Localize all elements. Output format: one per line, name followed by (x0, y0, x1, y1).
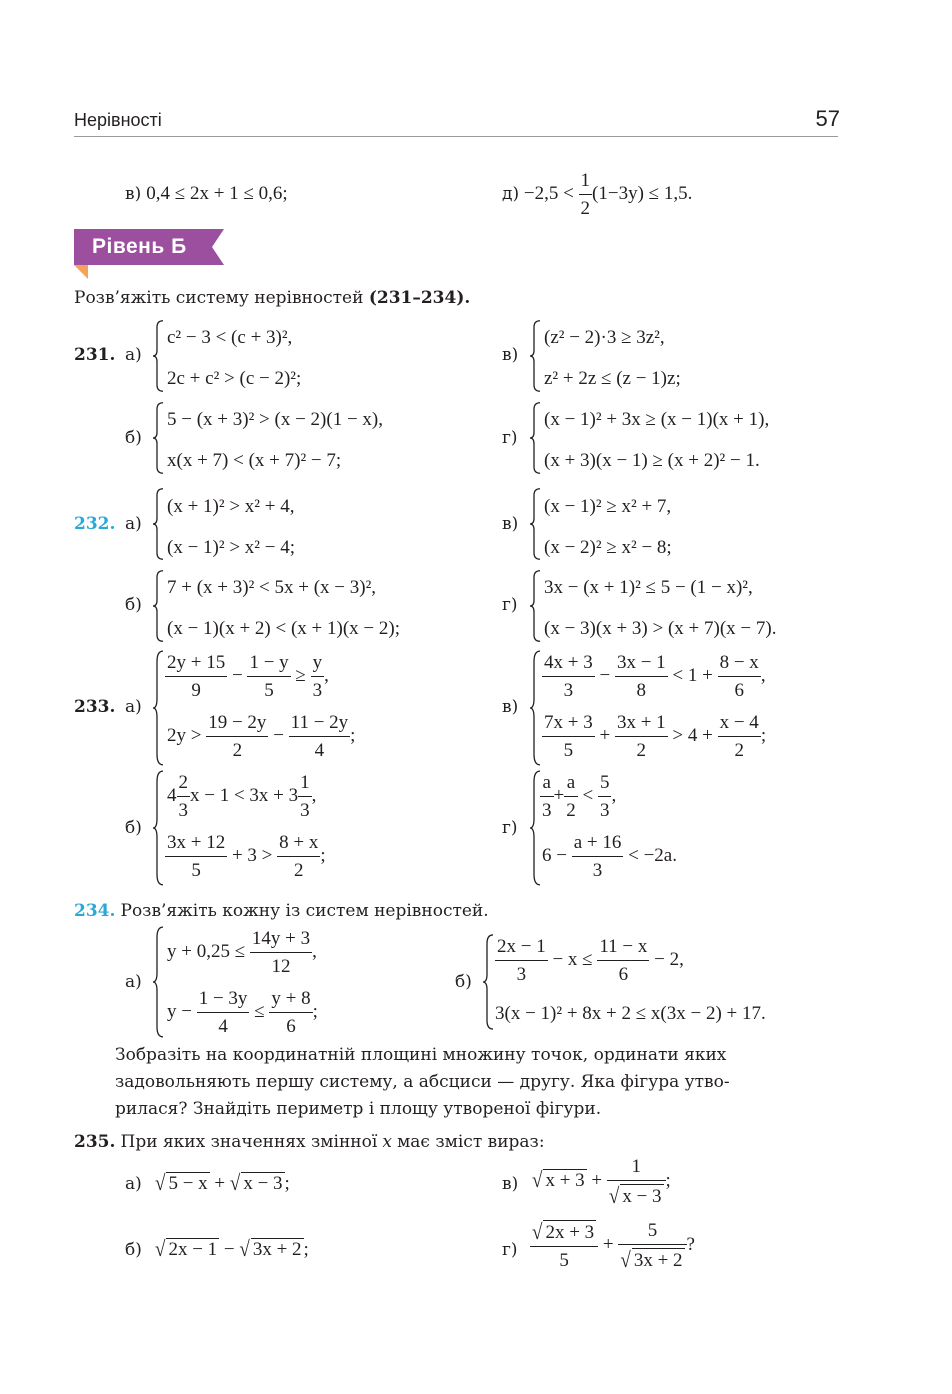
item-label: в) (125, 184, 142, 204)
item-label: а) (125, 1174, 142, 1194)
variable: x (382, 1132, 392, 1152)
system-line: $\frac{4x + 3}{3}$ − $\frac{3x - 1}{8}$ < 1 + $\frac{8 - x}{6}$ , (544, 652, 766, 701)
fraction: $\frac{1 - 3y}{4}$ (198, 988, 248, 1037)
system-line: (x − 2)² ≥ x² − 8; (544, 537, 672, 558)
fraction: $\frac{2}{3}$ (178, 772, 188, 821)
system-line: y + 0,25 ≤ $\frac{14y + 3}{12}$ , (167, 928, 317, 977)
system-line: (x − 1)² ≥ x² + 7, (544, 496, 672, 517)
fraction: $\frac{x - 4}{2}$ (719, 712, 759, 761)
running-header: Нерівності (74, 110, 162, 130)
system-line: 4 $\frac{2}{3}$ x − 1 < 3x + 3 $\frac{1}{3}$ , (167, 772, 317, 821)
item-label: д) (502, 184, 520, 205)
instruction-text: Розв’яжіть систему нерівностей (74, 288, 364, 308)
item-d-top (502, 170, 692, 220)
item-label: г) (502, 595, 518, 615)
radical-expression: √ 2x − 1 − √ 3x + 2 ; (155, 1237, 309, 1262)
item-label: б) (125, 428, 142, 448)
problem-number: 233. (74, 697, 116, 717)
item-label: г) (502, 428, 518, 448)
fraction: $\frac{1 - y}{5}$ (249, 652, 289, 701)
system-line: (x + 3)(x − 1) ≥ (x + 2)² − 1. (544, 450, 760, 471)
system-brace (483, 934, 495, 1030)
fraction: $\frac{11 - x}{6}$ (599, 936, 648, 985)
system-line: c² − 3 < (c + 3)², (167, 327, 293, 348)
instruction-range: (231–234). (368, 288, 471, 308)
fraction: $\frac{5}{3}$ (599, 772, 610, 821)
inequality: 0,4 ≤ 2x + 1 ≤ 0,6; (146, 183, 288, 204)
system-line: 6 − $\frac{a + 16}{3}$ < −2a. (542, 832, 677, 881)
fraction: $\frac{a}{2}$ (566, 772, 576, 821)
system-line: (z² − 2)·3 ≥ 3z², (544, 327, 665, 348)
problem-number: 232. (74, 514, 116, 534)
system-line: y − $\frac{1 - 3y}{4}$ ≤ $\frac{y + 8}{6}$ ; (167, 988, 318, 1037)
system-line: 2y > $\frac{19 - 2y}{2}$ − $\frac{11 - 2y}{4}$ ; (167, 712, 356, 761)
fraction: $\frac{y + 8}{6}$ (271, 988, 311, 1037)
system-brace (153, 570, 165, 642)
fraction: $\frac{a}{3}$ (542, 772, 552, 821)
system-brace (530, 488, 542, 560)
fraction: $\frac{5}{√ 3x + 2}$ (618, 1220, 686, 1272)
expr-part: −2,5 < (523, 183, 574, 205)
problem-235-heading (74, 1132, 545, 1152)
system-brace (153, 488, 165, 560)
fraction: $\frac{a + 16}{3}$ (573, 832, 622, 881)
item-label: в) (502, 697, 519, 717)
fraction: $\frac{y}{3}$ (312, 652, 323, 701)
level-banner (74, 229, 224, 265)
fraction: $\frac{√ 2x + 3}{5}$ (530, 1220, 598, 1272)
system-brace (153, 770, 165, 886)
item-label: а) (125, 514, 142, 534)
item-label: в) (502, 1174, 519, 1194)
system-line: 2c + c² > (c − 2)²; (167, 368, 302, 389)
problem-number: 235. (74, 1132, 116, 1152)
system-line: (x − 3)(x + 3) > (x + 7)(x − 7). (544, 618, 777, 639)
problem-text: При яких значеннях змінної (120, 1132, 378, 1152)
radical-expression: √ x + 3 + $\frac{1}{√ x - 3}$ ; (532, 1156, 671, 1209)
system-line: $\frac{a}{3}$ + $\frac{a}{2}$ < $\frac{5}{3}$ , (542, 772, 617, 821)
item-label: в) (502, 345, 519, 365)
item-label: а) (125, 345, 142, 365)
instruction (74, 288, 470, 308)
radical-expression: $\frac{√ 2x + 3}{5}$ + $\frac{5}{√ 3x + 2}$ ? (532, 1220, 695, 1273)
fraction: $\frac{2x - 1}{3}$ (497, 936, 546, 985)
system-line: 7 + (x + 3)² < 5x + (x − 3)², (167, 577, 377, 598)
system-brace (530, 650, 542, 766)
item-label: б) (125, 818, 142, 838)
system-brace (530, 320, 542, 392)
system-brace (530, 402, 542, 474)
fraction: $\frac{11 - 2y}{4}$ (290, 712, 349, 761)
system-line: $\frac{2x - 1}{3}$ − x ≤ $\frac{11 - x}{6}$ − 2, (497, 936, 684, 985)
header-rule (74, 136, 838, 137)
item-label: б) (125, 595, 142, 615)
system-brace (153, 650, 165, 766)
fraction: $\frac{3x - 1}{8}$ (616, 652, 666, 701)
system-line: x(x + 7) < (x + 7)² − 7; (167, 450, 342, 471)
problem-number: 231. (74, 345, 116, 365)
system-line: (x − 1)² + 3x ≥ (x − 1)(x + 1), (544, 409, 770, 430)
fraction: $\frac{3x + 12}{5}$ (167, 832, 226, 881)
item-label: б) (125, 1240, 142, 1260)
system-line: 3x − (x + 1)² ≤ 5 − (1 − x)², (544, 577, 753, 598)
item-label: г) (502, 1240, 518, 1260)
system-brace (153, 402, 165, 474)
item-label: б) (455, 972, 472, 992)
expr-part: (1−3y) ≤ 1,5. (592, 183, 693, 205)
system-line: (x + 1)² > x² + 4, (167, 496, 295, 517)
fraction: $\frac{1}{3}$ (300, 772, 310, 821)
system-line: $\frac{2y + 15}{9}$ − $\frac{1 - y}{5}$ ≥ $\frac{y}{3}$ , (167, 652, 329, 701)
fraction: $\frac{7x + 3}{5}$ (544, 712, 593, 761)
fraction: $\frac{14y + 3}{12}$ (251, 928, 311, 977)
page-number: 57 (815, 106, 840, 131)
system-brace (153, 320, 165, 392)
fraction: $\frac{1}{2}$ (580, 170, 591, 219)
fraction: $\frac{2y + 15}{9}$ (167, 652, 226, 701)
problem-number: 234. (74, 901, 116, 921)
item-label: а) (125, 972, 142, 992)
item-label: г) (502, 818, 518, 838)
fraction: $\frac{1}{√ x - 3}$ (607, 1156, 666, 1208)
fraction: $\frac{4x + 3}{3}$ (544, 652, 593, 701)
task-text-line: рилася? Знайдіть периметр і площу утвореної фігури. (115, 1099, 602, 1119)
fraction: $\frac{8 + x}{2}$ (279, 832, 319, 881)
system-line: 3(x − 1)² + 8x + 2 ≤ x(3x − 2) + 17. (495, 1003, 766, 1024)
problem-text: Розв’яжіть кожну із систем нерівностей. (120, 901, 489, 921)
level-title: Рівень Б (92, 235, 187, 258)
system-brace (153, 926, 165, 1038)
radical-expression: √ 5 − x + √ x − 3 ; (155, 1171, 290, 1196)
fraction: $\frac{8 - x}{6}$ (719, 652, 759, 701)
task-text-line: Зобразіть на координатній площині множину точок, ординати яких (115, 1045, 727, 1065)
item-label: в) (502, 514, 519, 534)
problem-234-heading (74, 901, 489, 921)
system-line: 5 − (x + 3)² > (x − 2)(1 − x), (167, 409, 383, 430)
system-line: (x − 1)(x + 2) < (x + 1)(x − 2); (167, 618, 400, 639)
problem-text: має зміст вираз: (397, 1132, 545, 1152)
fraction: $\frac{3x + 1}{2}$ (616, 712, 666, 761)
item-v-top (125, 184, 288, 204)
system-line: z² + 2z ≤ (z − 1)z; (544, 368, 681, 389)
system-line: $\frac{3x + 12}{5}$ + 3 > $\frac{8 + x}{2}$ ; (167, 832, 326, 881)
task-text-line: задовольняють першу систему, а абсциси — другу. Яка фігура утво- (115, 1072, 730, 1092)
fraction: $\frac{19 - 2y}{2}$ (208, 712, 267, 761)
system-brace (530, 570, 542, 642)
system-line: $\frac{7x + 3}{5}$ + $\frac{3x + 1}{2}$ > 4 + $\frac{x - 4}{2}$ ; (544, 712, 767, 761)
item-label: а) (125, 697, 142, 717)
system-line: (x − 1)² > x² − 4; (167, 537, 295, 558)
